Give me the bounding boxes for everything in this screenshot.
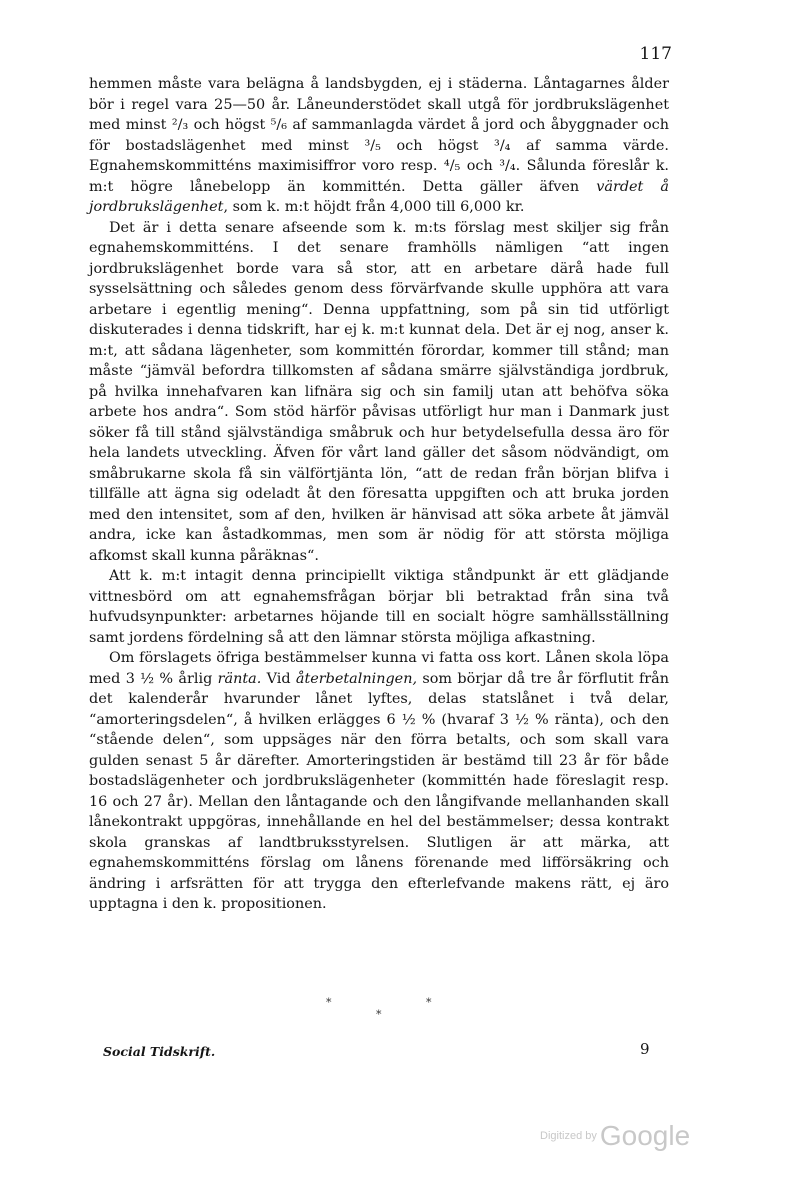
emphasis-aterbetalningen: återbetalningen, bbox=[295, 670, 418, 687]
emphasis-ranta: ränta. bbox=[217, 670, 262, 687]
paragraph-4-text-a: Om förslagets öfriga bestämmelser kunna vi fatta oss kort. Lånen skola löpa med 3 ½ % årlig bbox=[89, 650, 669, 687]
page-number: 117 bbox=[639, 44, 672, 64]
section-separator bbox=[300, 996, 460, 1036]
paragraph-4-text-c: Vid bbox=[261, 670, 296, 687]
paragraph-1-text-c: , som k. m:t höjdt från 4,000 till 6,000 kr. bbox=[223, 199, 525, 215]
paragraph-1-text-a: hemmen måste vara belägna å landsbygden, ej i städerna. Låntagarnes ålder bör i regel vara 25—50 år. Låneunderstödet skall utgå för jordbrukslägenhet med minst ²/₃ och högst ⁵/₆ af sammanlagda värdet å jord och åbyggnader och för bostadslägenhet med minst ³/₅ och högst ³/₄ af samma värde. Egnahemskommitténs maximisiffror voro resp. ⁴/₅ och ³/₄. Sålunda föreslår k. m:t högre lånebelopp än kommittén. Detta gäller äfven bbox=[89, 76, 669, 195]
google-logo: Google bbox=[599, 1120, 691, 1151]
paragraph-2: Det är i detta senare afseende som k. m:ts förslag mest skiljer sig från egnahemskommitténs. I det senare framhölls nämligen “att ingen jordbrukslägenhet borde vara så stor, att en arbetare därå hade full sysselsättning och således genom dess förvärfvande skulle upphöra att vara arbetare i egentlig mening“. Denna uppfattning, som på sin tid utförligt diskuterades i denna tidskrift, har ej k. m:t kunnat dela. Det är ej nog, anser k. m:t, att sådana lägenheter, som kommittén förordar, kommer till stånd; man måste “jämväl befordra tillkomsten af sådana smärre självständiga jordbruk, på hvilka innehafvaren kan lifnära sig och sin familj utan att behöfva söka arbete hos andra“. Som stöd härför påvisas utförligt hur man i Danmark just söker få till stånd självständiga småbruk och hur betydelsefulla dessa äro för hela landets utveckling. Äfven för vårt land gäller det såsom nödvändigt, om småbrukarne skola få sin välförtjänta lön, “att de redan från början blifva i tillfälle att ägna sig odeladt åt den föresatta uppgiften och att bruka jorden med den intensitet, som af den, hvilken är hänvisad att söka arbete åt jämväl andra, icke kan åstadkommas, men som är nödig för att största möjliga afkomst skall kunna påräknas“. bbox=[89, 219, 669, 564]
footer-journal-title: Social Tidskrift. bbox=[103, 1044, 216, 1059]
paragraph-4 bbox=[89, 648, 669, 915]
digitized-watermark bbox=[540, 1120, 690, 1152]
paragraph-4-text-e: som börjar då tre år förflutit från det kalenderår hvarunder lånet lyftes, delas statslånet i två delar, “amorteringsdelen“, å hvilken erlägges 6 ½ % (hvaraf 3 ½ % ränta), och den “stående delen“, som uppsäges när den förra betalts, och som skall vara gulden senast 5 år därefter. Amorteringstiden är bestämd till 23 år för både bostadslägenheter och jordbrukslägenheter (kommittén hade föreslagit resp. 16 och 27 år). Mellan den låntagande och den långifvande mellanhanden skall lånekontrakt uppgöras, innehållande en hel del bestämmelser; dessa kontrakt skola granskas af landtbruksstyrelsen. Slutligen är att märka, att egnahemskommitténs förslag om lånens förenande med lifförsäkring och ändring i arfsrätten för att trygga den efterlefvande makens rätt, ej äro upptagna i den k. propositionen. bbox=[89, 670, 670, 912]
paragraph-3: Att k. m:t intagit denna principiellt viktiga ståndpunkt är ett glädjande vittnesbörd om att egnahemsfrågan börjar bli betraktad från sina två hufvudsynpunkter: arbetarnes höjande till en socialt högre samhällsställning samt jordens fördelning så att den lämnar största möjliga afkastning. bbox=[89, 568, 669, 646]
body-text bbox=[89, 74, 669, 915]
emphasis-vardet-a-jordbrukslagenhet: värdet å jordbrukslägenhet bbox=[89, 178, 669, 215]
paragraph-1 bbox=[89, 74, 669, 218]
asterism-left: * bbox=[326, 996, 332, 1009]
asterism-center: * bbox=[376, 1008, 382, 1021]
footer-signature-mark: 9 bbox=[640, 1040, 650, 1058]
watermark-text: Digitized by bbox=[540, 1130, 597, 1142]
asterism-right: * bbox=[426, 996, 432, 1009]
